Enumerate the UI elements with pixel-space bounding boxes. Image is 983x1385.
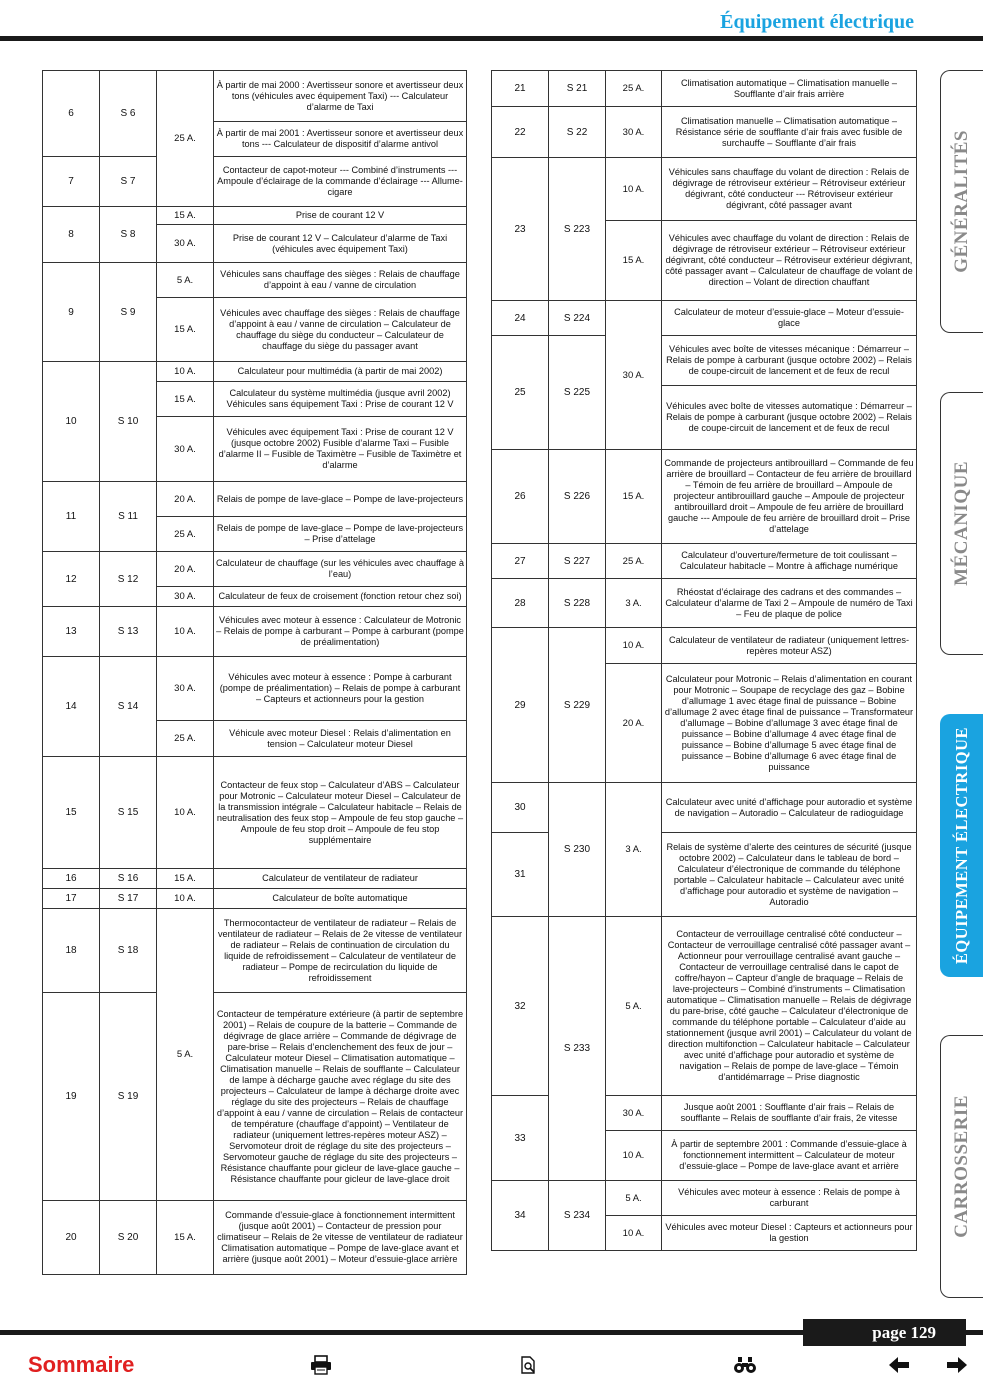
fuse-description: Véhicules avec moteur à essence : Pompe à carburant (pompe de préalimentation) – Relais de pompe à carburant – Capteurs et actionneurs pour la gestion: [214, 657, 467, 721]
fuse-amperage: 15 A.: [157, 869, 214, 889]
fuse-code: S 234: [549, 1181, 606, 1251]
fuse-description: Véhicule avec moteur Diesel : Relais d’alimentation en tension – Calculateur moteur Diesel: [214, 721, 467, 757]
fuse-code: S 22: [549, 107, 606, 158]
fuse-amperage: 20 A.: [157, 552, 214, 587]
table-row: [43, 207, 467, 225]
fuse-amperage: 20 A.: [157, 482, 214, 517]
page-header-title: Équipement électrique: [720, 11, 914, 33]
table-row: [492, 783, 917, 833]
tab-generalites[interactable]: [940, 70, 983, 333]
fuse-code: S 13: [100, 607, 157, 657]
table-row: [492, 628, 917, 664]
fuse-description: Jusque août 2001 : Soufflante d’air frais – Relais de soufflante – Relais de soufflante d’air frais, 2e vitesse: [662, 1096, 917, 1131]
tab-equipement-electrique[interactable]: [940, 714, 983, 977]
fuse-description: Climatisation automatique – Climatisation manuelle – Soufflante d’air frais arrière: [662, 71, 917, 107]
fuse-description: Contacteur de capot-moteur --- Combiné d’instruments --- Ampoule d’éclairage de la commande d’éclairage --- Allume-cigare: [214, 157, 467, 207]
fuse-number: 32: [492, 917, 549, 1096]
header-rule: [0, 36, 983, 41]
fuse-amperage: 15 A.: [606, 221, 662, 301]
table-row: [43, 869, 467, 889]
fuse-amperage: 5 A.: [606, 917, 662, 1096]
fuse-code: S 18: [100, 909, 157, 993]
fuse-description: À partir de septembre 2001 : Commande d’essuie-glace à fonctionnement intermittent – Calculateur de moteur d’essuie-glace – Pompe de lave-glace avant et arrière: [662, 1131, 917, 1181]
fuse-description: Véhicules sans chauffage des sièges : Relais de chauffage d’appoint à eau / vanne de circulation: [214, 263, 467, 298]
fuse-code: S 14: [100, 657, 157, 757]
fuse-number: 29: [492, 628, 549, 783]
fuse-number: 23: [492, 158, 549, 301]
fuse-code: S 7: [100, 157, 157, 207]
fuse-description: Relais de pompe de lave-glace – Pompe de lave-projecteurs – Prise d’attelage: [214, 517, 467, 552]
fuse-number: 7: [43, 157, 100, 207]
fuse-amperage: 30 A.: [157, 587, 214, 607]
fuse-description: Calculateur de boîte automatique: [214, 889, 467, 909]
fuse-code: S 228: [549, 579, 606, 628]
fuse-number: 12: [43, 552, 100, 607]
fuse-code: S 21: [549, 71, 606, 107]
fuse-code: S 8: [100, 207, 157, 263]
fuse-amperage: 20 A.: [606, 664, 662, 783]
fuse-description: Calculateur de moteur d’essuie-glace – Moteur d’essuie-glace: [662, 301, 917, 336]
printer-icon[interactable]: [307, 1352, 335, 1378]
fuse-number: 16: [43, 869, 100, 889]
table-row: [43, 889, 467, 909]
table-row: [43, 757, 467, 869]
fuse-amperage: 10 A.: [157, 889, 214, 909]
table-row: [492, 71, 917, 107]
fuse-code: S 12: [100, 552, 157, 607]
fuse-description: À partir de mai 2000 : Avertisseur sonore et avertisseur deux tons (véhicules avec équipement Taxi) --- Calculateur d’alarme de Taxi: [214, 71, 467, 122]
table-row: [43, 607, 467, 657]
tab-label: CARROSSERIE: [951, 1095, 972, 1238]
fuse-amperage: 15 A.: [157, 298, 214, 362]
fuse-number: 34: [492, 1181, 549, 1251]
fuse-code: S 17: [100, 889, 157, 909]
fuse-number: 28: [492, 579, 549, 628]
fuse-description: Contacteur de feux stop – Calculateur d’ABS – Calculateur pour Motronic – Calculateur moteur Diesel – Calculateur de la transmission intégrale – Calculateur habitacle – Relais de neutralisation des feux stop – Ampoule de feu stop gauche – Ampoule de feu stop droit – Ampoule de feu stop supplémentaire: [214, 757, 467, 869]
fuse-amperage: 25 A.: [157, 71, 214, 207]
fuse-amperage: 5 A.: [606, 1181, 662, 1216]
fuse-number: 13: [43, 607, 100, 657]
fuse-number: 27: [492, 544, 549, 579]
fuse-amperage: 30 A.: [157, 225, 214, 263]
table-row: [492, 336, 917, 386]
fuse-number: 8: [43, 207, 100, 263]
fuse-code: S 233: [549, 917, 606, 1181]
fuse-code: S 20: [100, 1201, 157, 1275]
arrow-right-icon[interactable]: [943, 1352, 971, 1378]
fuse-description: Relais de système d’alerte des ceintures de sécurité (jusque octobre 2002) – Calculateur dans le tableau de bord – Calculateur d’électronique de commande du téléphone portable – Calculateur habitacle – Calculateur avec unité d’affichage pour autoradio et système de navigation – Autoradio: [662, 833, 917, 917]
fuse-description: Rhéostat d’éclairage des cadrans et des commandes – Calculateur d’alarme de Taxi 2 – Ampoule de numéro de Taxi – Feu de plaque de police: [662, 579, 917, 628]
table-row: [492, 107, 917, 158]
fuse-number: 22: [492, 107, 549, 158]
table-row: [43, 552, 467, 587]
tab-mecanique[interactable]: [940, 392, 983, 655]
fuse-code: S 10: [100, 362, 157, 482]
fuse-code: S 16: [100, 869, 157, 889]
fuse-code: S 224: [549, 301, 606, 336]
fuse-number: 26: [492, 450, 549, 544]
fuse-amperage: 10 A.: [606, 628, 662, 664]
fuse-amperage: 25 A.: [157, 721, 214, 757]
fuse-amperage: 5 A.: [157, 909, 214, 1201]
fuse-number: 21: [492, 71, 549, 107]
fuse-number: 10: [43, 362, 100, 482]
fuse-amperage: 25 A.: [157, 517, 214, 552]
fuse-description: Calculateur du système multimédia (jusque avril 2002) Véhicules sans équipement Taxi : Prise de courant 12 V: [214, 382, 467, 417]
fuse-description: Véhicules avec équipement Taxi : Prise de courant 12 V (jusque octobre 2002) Fusible d’alarme Taxi – Fusible d’alarme II – Fusible de Taximètre – Fusible de Taximètre et d’alarme: [214, 417, 467, 482]
binoculars-icon[interactable]: [731, 1352, 759, 1378]
fuse-code: S 9: [100, 263, 157, 362]
fuse-description: Véhicules avec moteur Diesel : Capteurs et actionneurs pour la gestion: [662, 1216, 917, 1251]
table-row: [43, 362, 467, 382]
fuse-description: Véhicules sans chauffage du volant de direction : Relais de dégivrage de rétroviseur extérieur – Rétroviseur extérieur dégivrant, côté conducteur --- Rétroviseur extérieur dégivrant, côté passager avant: [662, 158, 917, 221]
fuse-amperage: 15 A.: [157, 1201, 214, 1275]
table-row: [492, 544, 917, 579]
table-row: [492, 158, 917, 221]
fuse-number: 24: [492, 301, 549, 336]
table-row: [43, 71, 467, 122]
fuse-number: 25: [492, 336, 549, 450]
fuse-code: S 19: [100, 993, 157, 1201]
table-row: [43, 263, 467, 298]
fuse-number: 17: [43, 889, 100, 909]
fuse-description: Prise de courant 12 V – Calculateur d’alarme de Taxi (véhicules avec équipement Taxi): [214, 225, 467, 263]
fuse-description: Commande d’essuie-glace à fonctionnement intermittent (jusque août 2001) – Contacteur de pression pour climatiseur – Relais de 2e vitesse de ventilateur de radiateur Climatisation automatique – Pompe de lave-glace avant et arrière (jusque août 2001) – Moteur d’essuie-glace arrière: [214, 1201, 467, 1275]
fuse-code: S 227: [549, 544, 606, 579]
fuse-amperage: 10 A.: [157, 607, 214, 657]
table-row: [43, 1201, 467, 1275]
fuse-number: 15: [43, 757, 100, 869]
fuse-number: 33: [492, 1096, 549, 1181]
fuse-description: À partir de mai 2001 : Avertisseur sonore et avertisseur deux tons --- Calculateur de dispositif d’alarme antivol: [214, 122, 467, 157]
fuse-number: 6: [43, 71, 100, 157]
fuse-code: S 225: [549, 336, 606, 450]
fuse-description: Contacteur de température extérieure (à partir de septembre 2001) – Relais de coupure de la batterie – Commande de dégivrage de glace arrière – Commande de dégivrage de pare-brise – Relais d’enclenchement des feux de jour – Calculateur moteur Diesel – Climatisation automatique – Climatisation manuelle – Relais de soufflante – Calculateur de lampe à décharge gauche avec réglage du site des projecteurs – Calculateur de lampe à décharge droite avec réglage du site des projecteurs – Relais de chauffage d’appoint à eau / vanne de circulation – Relais de contacteur de température (chauffage d’appoint) – Ventilateur de radiateur (uniquement lettres-repères moteur ASZ) – Servomoteur droit de réglage du site des projecteurs – Servomoteur gauche de réglage du site des projecteurs – Résistance chauffante pour gicleur de lave-glace gauche – Résistance chauffante pour gicleur de lave-glace droit: [214, 993, 467, 1201]
fuse-amperage: 3 A.: [606, 579, 662, 628]
sommaire-link[interactable]: Sommaire: [28, 1352, 135, 1377]
fuse-amperage: 5 A.: [157, 263, 214, 298]
fuse-table-left: [42, 70, 467, 1275]
fuse-description: Véhicules avec chauffage du volant de direction : Relais de dégivrage de rétroviseur extérieur – Rétroviseur extérieur dégivrant, côté conducteur – Rétroviseur extérieur dégivrant, côté passager avant – Calculateur de chauffage de volant de direction – Volant de direction chauffant: [662, 221, 917, 301]
fuse-number: 14: [43, 657, 100, 757]
fuse-description: Véhicules avec boîte de vitesses automatique : Démarreur – Relais de pompe à carburant (jusque octobre 2002) – Relais de coupe-circuit de lancement et de feux de recul: [662, 386, 917, 450]
fuse-description: Calculateur d’ouverture/fermeture de toit coulissant – Calculateur habitacle – Montre à affichage numérique: [662, 544, 917, 579]
fuse-amperage: 30 A.: [157, 417, 214, 482]
fuse-description: Calculateur de ventilateur de radiateur (uniquement lettres-repères moteur ASZ): [662, 628, 917, 664]
fuse-description: Calculateur de feux de croisement (fonction retour chez soi): [214, 587, 467, 607]
tab-label: ÉQUIPEMENT ÉLECTRIQUE: [952, 726, 971, 965]
fuse-number: 9: [43, 263, 100, 362]
table-row: [43, 993, 467, 1201]
fuse-description: Véhicules avec chauffage des sièges : Relais de chauffage d’appoint à eau / vanne de circulation – Calculateur de chauffage du siège du conducteur – Calculateur de chauffage du siège du passager avant: [214, 298, 467, 362]
fuse-description: Commande de projecteurs antibrouillard – Commande de feu arrière de brouillard – Contacteur de feu arrière de brouillard – Témoin de feu arrière de brouillard – Ampoule de projecteur antibrouillard gauche – Ampoule de projecteur antibrouillard droit – Ampoule de feu arrière de brouillard gauche --- Ampoule de feu arrière de brouillard droit – Prise d’attelage: [662, 450, 917, 544]
fuse-amperage: 30 A.: [606, 1096, 662, 1131]
tab-label: MÉCANIQUE: [951, 461, 972, 586]
fuse-description: Prise de courant 12 V: [214, 207, 467, 225]
fuse-amperage: 15 A.: [157, 382, 214, 417]
fuse-description: Relais de pompe de lave-glace – Pompe de lave-projecteurs: [214, 482, 467, 517]
fuse-description: Véhicules avec moteur à essence : Calculateur de Motronic – Relais de pompe à carburant – Pompe à carburant (pompe de préalimentation): [214, 607, 467, 657]
fuse-amperage: 30 A.: [606, 301, 662, 450]
fuse-code: S 15: [100, 757, 157, 869]
table-row: [492, 1181, 917, 1216]
fuse-code: S 223: [549, 158, 606, 301]
fuse-code: S 6: [100, 71, 157, 157]
fuse-description: Véhicules avec boîte de vitesses mécanique : Démarreur – Relais de pompe à carburant (jusque octobre 2002) – Relais de coupe-circuit de lancement et de feux de recul: [662, 336, 917, 386]
table-row: [43, 482, 467, 517]
fuse-amperage: 10 A.: [157, 757, 214, 869]
fuse-amperage: 25 A.: [606, 71, 662, 107]
fuse-amperage: 15 A.: [157, 207, 214, 225]
fuse-description: Climatisation manuelle – Climatisation automatique – Résistance série de soufflante d’air frais avec fusible de surchauffe – Soufflante d’air frais: [662, 107, 917, 158]
fuse-code: S 230: [549, 783, 606, 917]
fuse-amperage: 10 A.: [157, 362, 214, 382]
fuse-code: S 229: [549, 628, 606, 783]
fuse-number: 19: [43, 993, 100, 1201]
fuse-description: Calculateur de chauffage (sur les véhicules avec chauffage à l’eau): [214, 552, 467, 587]
fuse-description: Thermocontacteur de ventilateur de radiateur – Relais de ventilateur de radiateur – Relais de 2e vitesse de ventilateur de radiateur – Relais de continuation de circulation du liquide de refroidissement – Calculateur de ventilateur de radiateur – Pompe de recirculation du liquide de refroidissement: [214, 909, 467, 993]
fuse-description: Calculateur avec unité d’affichage pour autoradio et système de navigation – Autoradio – Calculateur de radioguidage: [662, 783, 917, 833]
fuse-amperage: 10 A.: [606, 1216, 662, 1251]
tab-carrosserie[interactable]: [940, 1035, 983, 1298]
fuse-amperage: 15 A.: [606, 450, 662, 544]
fuse-number: 18: [43, 909, 100, 993]
fuse-amperage: 25 A.: [606, 544, 662, 579]
table-row: [43, 157, 467, 207]
fuse-table-right: [491, 70, 917, 1251]
table-row: [492, 301, 917, 336]
page-number: page 129: [803, 1319, 966, 1346]
fuse-description: Contacteur de verrouillage centralisé côté conducteur – Contacteur de verrouillage centralisé côté passager avant – Actionneur pour verrouillage centralisé avant gauche – Contacteur de verrouillage centralisé dans le capot de coffre/hayon – Capteur d’angle de braquage – Relais de lave-projecteurs – Combiné d’instruments – Climatisation automatique – Climatisation manuelle – Relais de dégivrage du pare-brise, côté gauche – Calculateur d’électronique de commande du téléphone portable – Calculateur d’aide au stationnement (jusque avril 2001) – Calculateur du volant de direction multifonction – Calculateur habitacle – Calculateur avec unité d’affichage pour autoradio et système de navigation – Relais de pompe de lave-glace – Témoin d’antidémarrage – Prise diagnostic: [662, 917, 917, 1096]
fuse-amperage: 3 A.: [606, 783, 662, 917]
fuse-code: S 226: [549, 450, 606, 544]
fuse-number: 20: [43, 1201, 100, 1275]
table-row: [492, 917, 917, 1096]
fuse-number: 30: [492, 783, 549, 833]
fuse-description: Calculateur pour multimédia (à partir de mai 2002): [214, 362, 467, 382]
fuse-amperage: 30 A.: [606, 107, 662, 158]
fuse-code: S 11: [100, 482, 157, 552]
table-row: [43, 909, 467, 993]
fuse-description: Véhicules avec moteur à essence : Relais de pompe à carburant: [662, 1181, 917, 1216]
table-row: [492, 450, 917, 544]
table-row: [492, 579, 917, 628]
fuse-amperage: 10 A.: [606, 158, 662, 221]
search-page-icon[interactable]: [515, 1352, 543, 1378]
fuse-description: Calculateur pour Motronic – Relais d’alimentation en courant pour Motronic – Soupape de recyclage des gaz – Bobine d’allumage 1 avec étage final de puissance – Bobine d’allumage 2 avec étage final de puissance – Transformateur d’allumage – Bobine d’allumage 3 avec étage final de puissance – Bobine d’allumage 4 avec étage final de puissance – Bobine d’allumage 5 avec étage final de puissance – Bobine d’allumage 6 avec étage final de puissance: [662, 664, 917, 783]
fuse-number: 31: [492, 833, 549, 917]
fuse-description: Calculateur de ventilateur de radiateur: [214, 869, 467, 889]
table-row: [43, 657, 467, 721]
fuse-number: 11: [43, 482, 100, 552]
tab-label: GÉNÉRALITÉS: [951, 130, 972, 273]
arrow-left-icon[interactable]: [885, 1352, 913, 1378]
fuse-amperage: 10 A.: [606, 1131, 662, 1181]
fuse-amperage: 30 A.: [157, 657, 214, 721]
